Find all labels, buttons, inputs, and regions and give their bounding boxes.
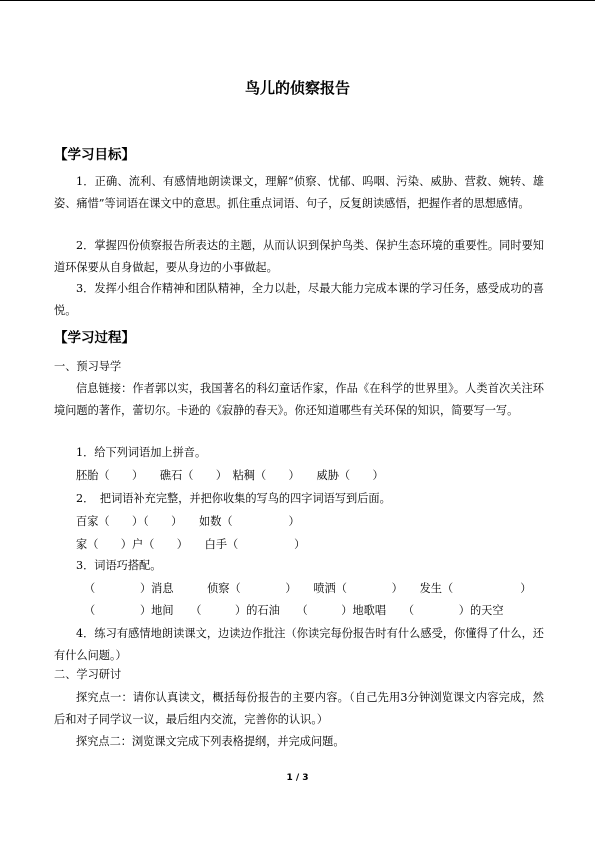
question-2-line-1: 百家（ ）（ ） 如数（ ） xyxy=(76,515,300,528)
question-3: 3．词语巧搭配。 xyxy=(76,559,162,572)
goal-item-2: 2．掌握四份侦察报告所表达的主题，从而认识到保护鸟类、保护生态环境的重要性。同时要知道环保要从自身做起，要从身边的小事做起。 xyxy=(54,239,544,274)
top-rule xyxy=(0,0,595,1)
goal-item-1: 1．正确、流利、有感情地朗读课文，理解“侦察、忧郁、呜咽、污染、威胁、营救、婉转、雄姿、痛惜”等词语在课文中的意思。抓住重点词语、句子，反复朗读感悟，把握作者的思想感情。 xyxy=(54,175,544,210)
question-1-words: 胚胎（ ） 礁石（ ） 粘稠（ ） 威胁（ ） xyxy=(76,469,384,482)
page-title: 鸟儿的侦察报告 xyxy=(244,79,350,97)
question-2: 2． 把词语补充完整，并把你收集的写鸟的四字词语写到后面。 xyxy=(76,492,391,505)
question-3-line-1: （ ）消息 侦察（ ） 喷洒（ ） 发生（ ） xyxy=(84,582,532,595)
question-2-line-2: 家（ ）户（ ） 白手（ ） xyxy=(76,538,306,551)
question-4: 4．练习有感情地朗读课文，边读边作批注（你读完每份报告时有什么感受，你懂得了什么，还有什么问题。） xyxy=(54,627,544,662)
part1-title: 一、预习导学 xyxy=(54,360,122,373)
part2-title: 二、学习研讨 xyxy=(54,668,122,681)
goals-heading: 【学习目标】 xyxy=(54,147,135,163)
info-link-paragraph: 信息链接：作者郭以实，我国著名的科幻童话作家，作品《在科学的世界里》。人类首次关注环境问题的著作，蕾切尔。卡逊的《寂静的春天》。你还知道哪些有关环保的知识，简要写一写。 xyxy=(54,382,544,417)
process-heading: 【学习过程】 xyxy=(54,330,135,346)
explore-point-2: 探究点二：浏览课文完成下列表格提纲，并完成问题。 xyxy=(76,735,345,748)
goal-item-3: 3．发挥小组合作精神和团队精神，全力以赴，尽最大能力完成本课的学习任务，感受成功的喜悦。 xyxy=(54,282,544,317)
explore-point-1: 探究点一：请你认真读文，概括每份报告的主要内容。（自己先用3分钟浏览课文内容完成，然后和对子同学议一议，最后组内交流，完善你的认识。） xyxy=(54,691,544,726)
page-number: 1 / 3 xyxy=(286,773,309,783)
question-3-line-2: （ ）地间 （ ）的石油 （ ）地歌唱 （ ）的天空 xyxy=(84,604,504,617)
question-1: 1．给下列词语加上拼音。 xyxy=(76,446,207,459)
